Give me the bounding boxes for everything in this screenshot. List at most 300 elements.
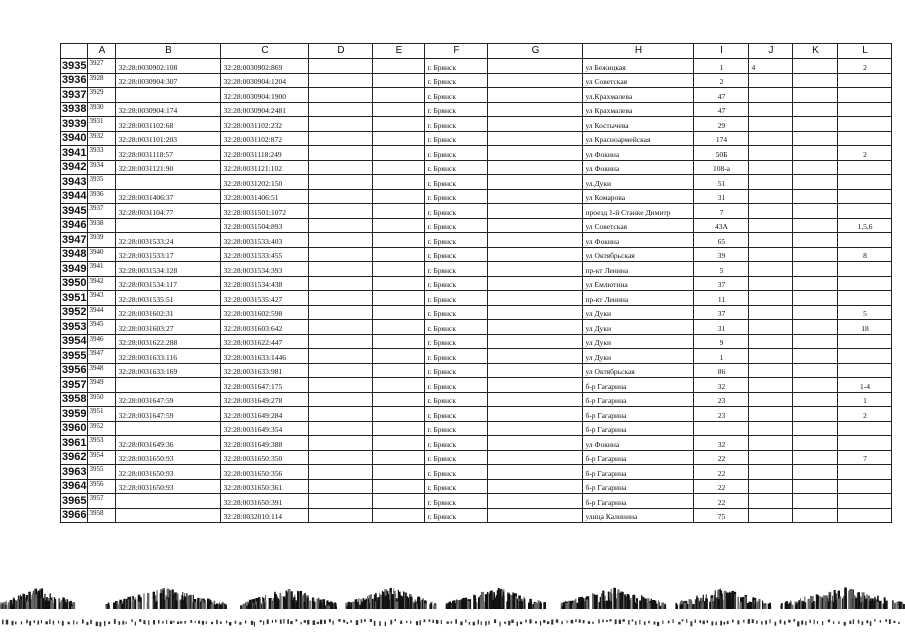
- col-a-cell[interactable]: 3948: [88, 363, 116, 378]
- col-j-cell[interactable]: [749, 479, 793, 494]
- col-e-cell[interactable]: [373, 479, 425, 494]
- col-e-cell[interactable]: [373, 450, 425, 465]
- col-h-cell[interactable]: ул Дуки: [583, 305, 694, 320]
- col-b-cell[interactable]: 32:28:0031649:36: [116, 436, 221, 451]
- col-k-cell[interactable]: [793, 59, 838, 74]
- col-j-cell[interactable]: [749, 436, 793, 451]
- col-g-cell[interactable]: [488, 88, 583, 103]
- col-h-cell[interactable]: пр-кт Ленина: [583, 291, 694, 306]
- col-g-cell[interactable]: [488, 436, 583, 451]
- col-g-cell[interactable]: [488, 102, 583, 117]
- col-l-cell[interactable]: 2: [838, 407, 892, 422]
- col-j-cell[interactable]: [749, 334, 793, 349]
- col-h-cell[interactable]: ул Фокина: [583, 436, 694, 451]
- col-j-cell[interactable]: [749, 276, 793, 291]
- col-i-cell[interactable]: 23: [694, 392, 749, 407]
- col-i-cell[interactable]: 23: [694, 407, 749, 422]
- col-a-cell[interactable]: 3946: [88, 334, 116, 349]
- col-d-cell[interactable]: [309, 378, 373, 393]
- col-e-cell[interactable]: [373, 421, 425, 436]
- column-header-k[interactable]: K: [793, 44, 838, 59]
- col-e-cell[interactable]: [373, 59, 425, 74]
- col-l-cell[interactable]: 18: [838, 320, 892, 335]
- column-header-l[interactable]: L: [838, 44, 892, 59]
- col-f-cell[interactable]: г. Брянск: [425, 508, 488, 523]
- col-e-cell[interactable]: [373, 247, 425, 262]
- row-number-cell[interactable]: 3960: [62, 422, 87, 435]
- col-a-cell[interactable]: 3958: [88, 508, 116, 523]
- col-c-cell[interactable]: 32:28:0030904:1900: [221, 88, 309, 103]
- col-k-cell[interactable]: [793, 262, 838, 277]
- col-i-cell[interactable]: 2: [694, 73, 749, 88]
- column-header-e[interactable]: E: [373, 44, 425, 59]
- col-c-cell[interactable]: 32:28:0031406:51: [221, 189, 309, 204]
- col-c-cell[interactable]: 32:28:0031650:361: [221, 479, 309, 494]
- col-e-cell[interactable]: [373, 218, 425, 233]
- col-d-cell[interactable]: [309, 218, 373, 233]
- col-k-cell[interactable]: [793, 349, 838, 364]
- col-b-cell[interactable]: 32:28:0031533:24: [116, 233, 221, 248]
- col-k-cell[interactable]: [793, 204, 838, 219]
- col-b-cell[interactable]: 32:28:0031633:116: [116, 349, 221, 364]
- col-f-cell[interactable]: г. Брянск: [425, 117, 488, 132]
- row-number-cell[interactable]: 3962: [62, 451, 87, 464]
- col-b-cell[interactable]: [116, 218, 221, 233]
- col-h-cell[interactable]: ул Фокина: [583, 233, 694, 248]
- col-a-cell[interactable]: 3928: [88, 73, 116, 88]
- col-j-cell[interactable]: [749, 407, 793, 422]
- col-a-cell[interactable]: 3955: [88, 465, 116, 480]
- col-l-cell[interactable]: 2: [838, 146, 892, 161]
- col-d-cell[interactable]: [309, 407, 373, 422]
- col-e-cell[interactable]: [373, 494, 425, 509]
- col-f-cell[interactable]: г. Брянск: [425, 479, 488, 494]
- col-l-cell[interactable]: [838, 363, 892, 378]
- col-e-cell[interactable]: [373, 102, 425, 117]
- col-k-cell[interactable]: [793, 117, 838, 132]
- col-i-cell[interactable]: 22: [694, 494, 749, 509]
- col-e-cell[interactable]: [373, 117, 425, 132]
- col-b-cell[interactable]: 32:28:0031534:128: [116, 262, 221, 277]
- col-a-cell[interactable]: 3940: [88, 247, 116, 262]
- col-g-cell[interactable]: [488, 262, 583, 277]
- col-j-cell[interactable]: [749, 291, 793, 306]
- col-k-cell[interactable]: [793, 508, 838, 523]
- col-e-cell[interactable]: [373, 305, 425, 320]
- col-h-cell[interactable]: ул Фокина: [583, 146, 694, 161]
- col-g-cell[interactable]: [488, 276, 583, 291]
- row-number-cell[interactable]: 3961: [62, 436, 87, 449]
- col-f-cell[interactable]: г. Брянск: [425, 175, 488, 190]
- col-a-cell[interactable]: 3941: [88, 262, 116, 277]
- col-d-cell[interactable]: [309, 117, 373, 132]
- col-c-cell[interactable]: 32:28:0031633:1446: [221, 349, 309, 364]
- col-k-cell[interactable]: [793, 305, 838, 320]
- col-l-cell[interactable]: 1,5,6: [838, 218, 892, 233]
- col-c-cell[interactable]: 32:28:0031649:284: [221, 407, 309, 422]
- col-i-cell[interactable]: 22: [694, 479, 749, 494]
- row-number-cell[interactable]: 3959: [62, 407, 87, 420]
- col-j-cell[interactable]: [749, 146, 793, 161]
- col-d-cell[interactable]: [309, 175, 373, 190]
- col-l-cell[interactable]: [838, 117, 892, 132]
- col-a-cell[interactable]: 3937: [88, 204, 116, 219]
- row-number-cell[interactable]: 3942: [62, 161, 87, 174]
- col-a-cell[interactable]: 3934: [88, 160, 116, 175]
- col-a-cell[interactable]: 3938: [88, 218, 116, 233]
- col-a-cell[interactable]: 3953: [88, 436, 116, 451]
- col-b-cell[interactable]: [116, 378, 221, 393]
- col-l-cell[interactable]: [838, 160, 892, 175]
- row-number-cell[interactable]: 3954: [62, 335, 87, 348]
- col-h-cell[interactable]: ул.Крахмалева: [583, 88, 694, 103]
- col-h-cell[interactable]: б-р Гагарина: [583, 479, 694, 494]
- col-h-cell[interactable]: ул Комарова: [583, 189, 694, 204]
- col-a-cell[interactable]: 3929: [88, 88, 116, 103]
- col-h-cell[interactable]: б-р Гагарина: [583, 421, 694, 436]
- col-i-cell[interactable]: 11: [694, 291, 749, 306]
- row-number-cell[interactable]: 3950: [62, 277, 87, 290]
- col-j-cell[interactable]: [749, 508, 793, 523]
- col-e-cell[interactable]: [373, 262, 425, 277]
- column-header-g[interactable]: G: [488, 44, 583, 59]
- col-d-cell[interactable]: [309, 436, 373, 451]
- col-g-cell[interactable]: [488, 73, 583, 88]
- column-header-h[interactable]: H: [583, 44, 694, 59]
- col-f-cell[interactable]: г. Брянск: [425, 421, 488, 436]
- col-d-cell[interactable]: [309, 262, 373, 277]
- col-h-cell[interactable]: б-р Гагарина: [583, 392, 694, 407]
- col-h-cell[interactable]: б-р Гагарина: [583, 378, 694, 393]
- col-g-cell[interactable]: [488, 508, 583, 523]
- col-l-cell[interactable]: [838, 233, 892, 248]
- col-d-cell[interactable]: [309, 291, 373, 306]
- col-f-cell[interactable]: г. Брянск: [425, 146, 488, 161]
- row-number-cell[interactable]: 3964: [62, 480, 87, 493]
- col-g-cell[interactable]: [488, 305, 583, 320]
- col-f-cell[interactable]: г. Брянск: [425, 363, 488, 378]
- col-i-cell[interactable]: 22: [694, 465, 749, 480]
- col-i-cell[interactable]: 75: [694, 508, 749, 523]
- col-h-cell[interactable]: ул Крахмалева: [583, 102, 694, 117]
- col-d-cell[interactable]: [309, 276, 373, 291]
- col-l-cell[interactable]: [838, 291, 892, 306]
- col-j-cell[interactable]: [749, 189, 793, 204]
- col-g-cell[interactable]: [488, 465, 583, 480]
- col-d-cell[interactable]: [309, 392, 373, 407]
- col-l-cell[interactable]: [838, 465, 892, 480]
- col-e-cell[interactable]: [373, 465, 425, 480]
- col-l-cell[interactable]: 2: [838, 59, 892, 74]
- col-i-cell[interactable]: 37: [694, 276, 749, 291]
- col-l-cell[interactable]: [838, 421, 892, 436]
- col-b-cell[interactable]: [116, 494, 221, 509]
- col-f-cell[interactable]: г. Брянск: [425, 189, 488, 204]
- row-number-cell[interactable]: 3957: [62, 378, 87, 391]
- col-d-cell[interactable]: [309, 73, 373, 88]
- col-e-cell[interactable]: [373, 349, 425, 364]
- col-c-cell[interactable]: 32:28:0031121:102: [221, 160, 309, 175]
- col-b-cell[interactable]: 32:28:0031406:37: [116, 189, 221, 204]
- col-b-cell[interactable]: 32:28:0031104:77: [116, 204, 221, 219]
- col-g-cell[interactable]: [488, 59, 583, 74]
- col-d-cell[interactable]: [309, 479, 373, 494]
- row-number-cell[interactable]: 3944: [62, 190, 87, 203]
- col-c-cell[interactable]: 32:28:0031118:249: [221, 146, 309, 161]
- col-g-cell[interactable]: [488, 407, 583, 422]
- col-i-cell[interactable]: 29: [694, 117, 749, 132]
- col-a-cell[interactable]: 3942: [88, 276, 116, 291]
- col-f-cell[interactable]: г. Брянск: [425, 160, 488, 175]
- col-i-cell[interactable]: 1: [694, 59, 749, 74]
- col-b-cell[interactable]: 32:28:0031633:169: [116, 363, 221, 378]
- col-d-cell[interactable]: [309, 204, 373, 219]
- col-a-cell[interactable]: 3951: [88, 407, 116, 422]
- column-header-a[interactable]: A: [88, 44, 116, 59]
- col-h-cell[interactable]: проезд 1-й Станке Димитр: [583, 204, 694, 219]
- col-i-cell[interactable]: 43А: [694, 218, 749, 233]
- col-b-cell[interactable]: 32:28:0031533:17: [116, 247, 221, 262]
- col-k-cell[interactable]: [793, 363, 838, 378]
- col-k-cell[interactable]: [793, 494, 838, 509]
- col-l-cell[interactable]: 1: [838, 392, 892, 407]
- row-number-cell[interactable]: 3941: [62, 146, 87, 159]
- col-f-cell[interactable]: г. Брянск: [425, 131, 488, 146]
- col-f-cell[interactable]: г. Брянск: [425, 305, 488, 320]
- col-k-cell[interactable]: [793, 218, 838, 233]
- col-f-cell[interactable]: г. Брянск: [425, 494, 488, 509]
- col-l-cell[interactable]: [838, 189, 892, 204]
- col-c-cell[interactable]: 32:28:0031650:391: [221, 494, 309, 509]
- col-b-cell[interactable]: 32:28:0031603:27: [116, 320, 221, 335]
- row-number-cell[interactable]: 3943: [62, 175, 87, 188]
- col-f-cell[interactable]: г. Брянск: [425, 349, 488, 364]
- col-j-cell[interactable]: [749, 378, 793, 393]
- col-f-cell[interactable]: г. Брянск: [425, 436, 488, 451]
- col-l-cell[interactable]: [838, 204, 892, 219]
- row-number-cell[interactable]: 3958: [62, 393, 87, 406]
- column-header-f[interactable]: F: [425, 44, 488, 59]
- col-k-cell[interactable]: [793, 450, 838, 465]
- col-a-cell[interactable]: 3954: [88, 450, 116, 465]
- col-d-cell[interactable]: [309, 450, 373, 465]
- col-h-cell[interactable]: улица Калинина: [583, 508, 694, 523]
- col-f-cell[interactable]: г. Брянск: [425, 102, 488, 117]
- col-g-cell[interactable]: [488, 175, 583, 190]
- col-d-cell[interactable]: [309, 363, 373, 378]
- col-h-cell[interactable]: ул Дуки: [583, 334, 694, 349]
- col-g-cell[interactable]: [488, 247, 583, 262]
- col-c-cell[interactable]: 32:28:0031650:356: [221, 465, 309, 480]
- col-g-cell[interactable]: [488, 392, 583, 407]
- col-j-cell[interactable]: [749, 160, 793, 175]
- col-h-cell[interactable]: ул Советская: [583, 73, 694, 88]
- row-number-cell[interactable]: 3965: [62, 494, 87, 507]
- col-f-cell[interactable]: г. Брянск: [425, 276, 488, 291]
- col-b-cell[interactable]: 32:28:0031650:93: [116, 465, 221, 480]
- col-c-cell[interactable]: 32:28:0031649:278: [221, 392, 309, 407]
- col-i-cell[interactable]: 39: [694, 247, 749, 262]
- col-l-cell[interactable]: [838, 494, 892, 509]
- col-j-cell[interactable]: [749, 494, 793, 509]
- row-number-cell[interactable]: 3952: [62, 306, 87, 319]
- row-number-cell[interactable]: 3956: [62, 364, 87, 377]
- column-header-i[interactable]: I: [694, 44, 749, 59]
- col-l-cell[interactable]: [838, 276, 892, 291]
- col-h-cell[interactable]: б-р Гагарина: [583, 465, 694, 480]
- col-k-cell[interactable]: [793, 291, 838, 306]
- col-k-cell[interactable]: [793, 88, 838, 103]
- col-d-cell[interactable]: [309, 465, 373, 480]
- col-g-cell[interactable]: [488, 421, 583, 436]
- row-number-cell[interactable]: 3945: [62, 204, 87, 217]
- col-c-cell[interactable]: 32:28:0031533:403: [221, 233, 309, 248]
- col-d-cell[interactable]: [309, 233, 373, 248]
- row-number-cell[interactable]: 3936: [62, 74, 87, 87]
- col-d-cell[interactable]: [309, 334, 373, 349]
- col-l-cell[interactable]: [838, 508, 892, 523]
- col-b-cell[interactable]: 32:28:0031534:117: [116, 276, 221, 291]
- col-l-cell[interactable]: [838, 262, 892, 277]
- col-k-cell[interactable]: [793, 233, 838, 248]
- col-i-cell[interactable]: 22: [694, 450, 749, 465]
- col-g-cell[interactable]: [488, 117, 583, 132]
- col-c-cell[interactable]: 32:28:0031534:393: [221, 262, 309, 277]
- row-number-cell[interactable]: 3947: [62, 233, 87, 246]
- col-j-cell[interactable]: [749, 450, 793, 465]
- col-a-cell[interactable]: 3956: [88, 479, 116, 494]
- col-h-cell[interactable]: ул Емлютина: [583, 276, 694, 291]
- col-g-cell[interactable]: [488, 233, 583, 248]
- col-b-cell[interactable]: 32:28:0031602:31: [116, 305, 221, 320]
- col-l-cell[interactable]: [838, 334, 892, 349]
- column-header-c[interactable]: C: [221, 44, 309, 59]
- col-i-cell[interactable]: 86: [694, 363, 749, 378]
- col-d-cell[interactable]: [309, 494, 373, 509]
- col-h-cell[interactable]: ул Октябрьская: [583, 363, 694, 378]
- col-a-cell[interactable]: 3944: [88, 305, 116, 320]
- col-g-cell[interactable]: [488, 479, 583, 494]
- col-k-cell[interactable]: [793, 160, 838, 175]
- col-d-cell[interactable]: [309, 508, 373, 523]
- row-number-cell[interactable]: 3963: [62, 465, 87, 478]
- col-g-cell[interactable]: [488, 218, 583, 233]
- col-c-cell[interactable]: 32:28:0032010:114: [221, 508, 309, 523]
- col-h-cell[interactable]: ул Дуки: [583, 349, 694, 364]
- col-l-cell[interactable]: [838, 73, 892, 88]
- col-g-cell[interactable]: [488, 160, 583, 175]
- col-c-cell[interactable]: 32:28:0031202:150: [221, 175, 309, 190]
- col-l-cell[interactable]: [838, 436, 892, 451]
- col-l-cell[interactable]: 8: [838, 247, 892, 262]
- col-c-cell[interactable]: 32:28:0031650:350: [221, 450, 309, 465]
- col-b-cell[interactable]: 32:28:0031118:57: [116, 146, 221, 161]
- col-l-cell[interactable]: [838, 131, 892, 146]
- col-k-cell[interactable]: [793, 131, 838, 146]
- col-j-cell[interactable]: [749, 73, 793, 88]
- col-e-cell[interactable]: [373, 378, 425, 393]
- row-number-cell[interactable]: 3937: [62, 88, 87, 101]
- col-f-cell[interactable]: г. Брянск: [425, 88, 488, 103]
- col-g-cell[interactable]: [488, 146, 583, 161]
- col-k-cell[interactable]: [793, 479, 838, 494]
- col-i-cell[interactable]: 174: [694, 131, 749, 146]
- col-j-cell[interactable]: [749, 421, 793, 436]
- col-a-cell[interactable]: 3957: [88, 494, 116, 509]
- col-f-cell[interactable]: г. Брянск: [425, 465, 488, 480]
- col-l-cell[interactable]: [838, 88, 892, 103]
- col-j-cell[interactable]: [749, 204, 793, 219]
- col-i-cell[interactable]: 5: [694, 262, 749, 277]
- col-h-cell[interactable]: б-р Гагарина: [583, 407, 694, 422]
- col-c-cell[interactable]: 32:28:0031649:354: [221, 421, 309, 436]
- col-f-cell[interactable]: г. Брянск: [425, 291, 488, 306]
- col-l-cell[interactable]: 1-4: [838, 378, 892, 393]
- row-number-cell[interactable]: 3966: [62, 509, 87, 522]
- col-d-cell[interactable]: [309, 59, 373, 74]
- row-number-cell[interactable]: 3949: [62, 262, 87, 275]
- col-j-cell[interactable]: [749, 233, 793, 248]
- col-j-cell[interactable]: [749, 218, 793, 233]
- col-a-cell[interactable]: 3933: [88, 146, 116, 161]
- col-c-cell[interactable]: 32:28:0031504:893: [221, 218, 309, 233]
- col-j-cell[interactable]: [749, 247, 793, 262]
- col-e-cell[interactable]: [373, 436, 425, 451]
- column-header-b[interactable]: B: [116, 44, 221, 59]
- col-i-cell[interactable]: 9: [694, 334, 749, 349]
- col-b-cell[interactable]: 32:28:0031650:93: [116, 479, 221, 494]
- col-h-cell[interactable]: ул Бежицкая: [583, 59, 694, 74]
- col-a-cell[interactable]: 3947: [88, 349, 116, 364]
- col-d-cell[interactable]: [309, 320, 373, 335]
- col-k-cell[interactable]: [793, 334, 838, 349]
- col-g-cell[interactable]: [488, 131, 583, 146]
- col-e-cell[interactable]: [373, 334, 425, 349]
- col-h-cell[interactable]: ул Костычева: [583, 117, 694, 132]
- col-e-cell[interactable]: [373, 291, 425, 306]
- col-c-cell[interactable]: 32:28:0031534:438: [221, 276, 309, 291]
- col-c-cell[interactable]: 32:28:0031633:981: [221, 363, 309, 378]
- col-b-cell[interactable]: 32:28:0030904:174: [116, 102, 221, 117]
- col-h-cell[interactable]: пр-кт Ленина: [583, 262, 694, 277]
- corner-header-cell[interactable]: [61, 44, 88, 59]
- col-j-cell[interactable]: [749, 320, 793, 335]
- col-i-cell[interactable]: 65: [694, 233, 749, 248]
- col-b-cell[interactable]: [116, 175, 221, 190]
- col-e-cell[interactable]: [373, 276, 425, 291]
- row-number-cell[interactable]: 3951: [62, 291, 87, 304]
- col-b-cell[interactable]: [116, 421, 221, 436]
- col-d-cell[interactable]: [309, 349, 373, 364]
- col-e-cell[interactable]: [373, 204, 425, 219]
- column-header-j[interactable]: J: [749, 44, 793, 59]
- row-number-cell[interactable]: 3935: [62, 59, 87, 72]
- col-c-cell[interactable]: 32:28:0031535:427: [221, 291, 309, 306]
- col-g-cell[interactable]: [488, 349, 583, 364]
- col-a-cell[interactable]: 3936: [88, 189, 116, 204]
- col-h-cell[interactable]: ул Дуки: [583, 320, 694, 335]
- col-i-cell[interactable]: 37: [694, 305, 749, 320]
- col-d-cell[interactable]: [309, 247, 373, 262]
- col-h-cell[interactable]: ул Фокина: [583, 160, 694, 175]
- col-l-cell[interactable]: [838, 102, 892, 117]
- col-f-cell[interactable]: г. Брянск: [425, 233, 488, 248]
- col-e-cell[interactable]: [373, 392, 425, 407]
- col-e-cell[interactable]: [373, 146, 425, 161]
- col-a-cell[interactable]: 3950: [88, 392, 116, 407]
- col-h-cell[interactable]: ул Октябрьская: [583, 247, 694, 262]
- col-f-cell[interactable]: г. Брянск: [425, 378, 488, 393]
